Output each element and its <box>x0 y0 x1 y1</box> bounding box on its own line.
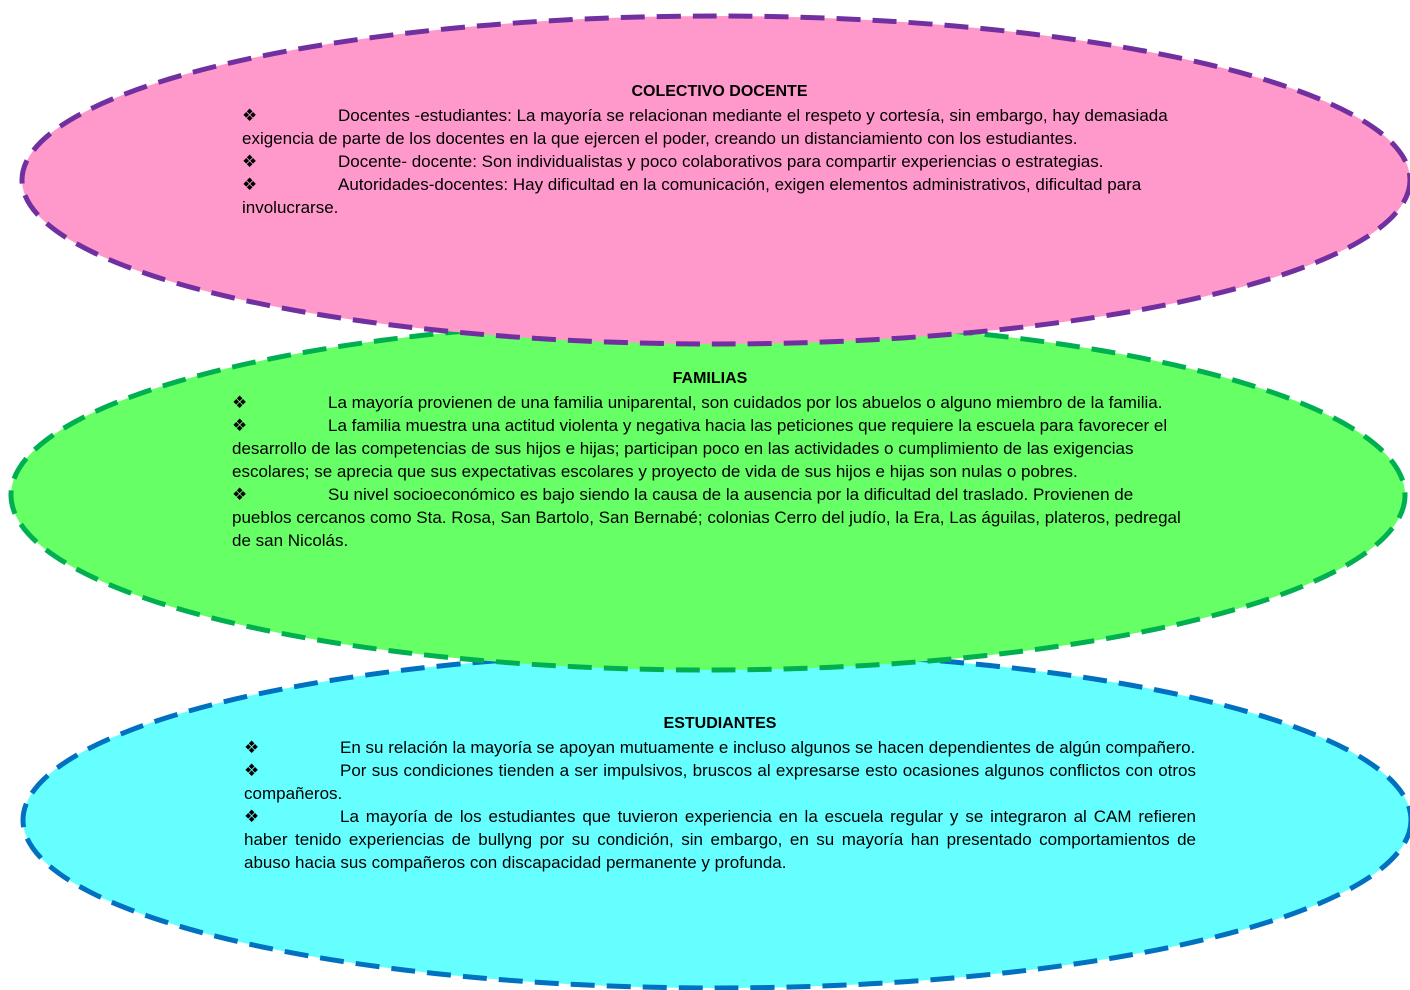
estudiantes-item: ❖ La mayoría de los estudiantes que tuvieron experiencia en la escuela regular y se integraron al CAM refieren haber tenido experiencias de bullyng por su condición, sin embargo, en su mayoría han presentado comportamientos de abuso hacia sus compañeros con discapacidad permanente y profunda. <box>244 807 1196 872</box>
docente-item: ❖ Autoridades-docentes: Hay dificultad en la comunicación, exigen elementos administrativos, dificultad para involucrarse. <box>242 175 1142 217</box>
diamond-bullet-icon: ❖ <box>242 175 258 194</box>
familias-item: ❖ Su nivel socioeconómico es bajo siendo la causa de la ausencia por la dificultad del traslado. Provienen de pueblos cercanos como Sta. Rosa, San Bartolo, San Bernabé; colonias Cerro del judío, la Era, Las águilas, plateros, pedregal de san Nicolás. <box>232 485 1181 550</box>
estudiantes-item: ❖ En su relación la mayoría se apoyan mutuamente e incluso algunos se hacen dependientes de algún compañero. <box>244 738 1196 757</box>
estudiantes-item: ❖ Por sus condiciones tienden a ser impulsivos, bruscos al expresarse esto ocasiones algunos conflictos con otros compañeros. <box>244 761 1196 803</box>
estudiantes-block <box>244 712 1196 874</box>
colectivo-docente-title: COLECTIVO DOCENTE <box>631 83 808 100</box>
familias-item: ❖ La familia muestra una actitud violenta y negativa hacia las peticiones que requiere la escuela para favorecer el desarrollo de las competencias de sus hijos e hijas; participan poco en las actividades o cumplimiento de las exigencias escolares; se aprecia que sus expectativas escolares y proyecto de vida de sus hijos e hijas son nulas o pobres. <box>232 416 1168 481</box>
diamond-bullet-icon: ❖ <box>232 485 248 504</box>
docente-item: ❖ Docente- docente: Son individualistas y poco colaborativos para compartir experiencias o estrategias. <box>242 152 1104 171</box>
familias-block <box>232 367 1188 552</box>
estudiantes-title: ESTUDIANTES <box>663 715 777 732</box>
diamond-bullet-icon: ❖ <box>242 106 258 125</box>
colectivo-docente-block <box>242 80 1197 219</box>
diamond-bullet-icon: ❖ <box>242 152 258 171</box>
diamond-bullet-icon: ❖ <box>232 393 248 412</box>
docente-item: ❖ Docentes -estudiantes: La mayoría se relacionan mediante el respeto y cortesía, sin embargo, hay demasiada exigencia de parte de los docentes en la que ejercen el poder, creando un distanciamiento con los estudiantes. <box>242 106 1168 148</box>
familias-title: FAMILIAS <box>672 370 748 387</box>
diamond-bullet-icon: ❖ <box>232 416 248 435</box>
diamond-bullet-icon: ❖ <box>244 761 260 780</box>
diamond-bullet-icon: ❖ <box>244 807 260 826</box>
familias-item: ❖ La mayoría provienen de una familia uniparental, son cuidados por los abuelos o alguno miembro de la familia. <box>232 393 1163 412</box>
diamond-bullet-icon: ❖ <box>244 738 260 757</box>
